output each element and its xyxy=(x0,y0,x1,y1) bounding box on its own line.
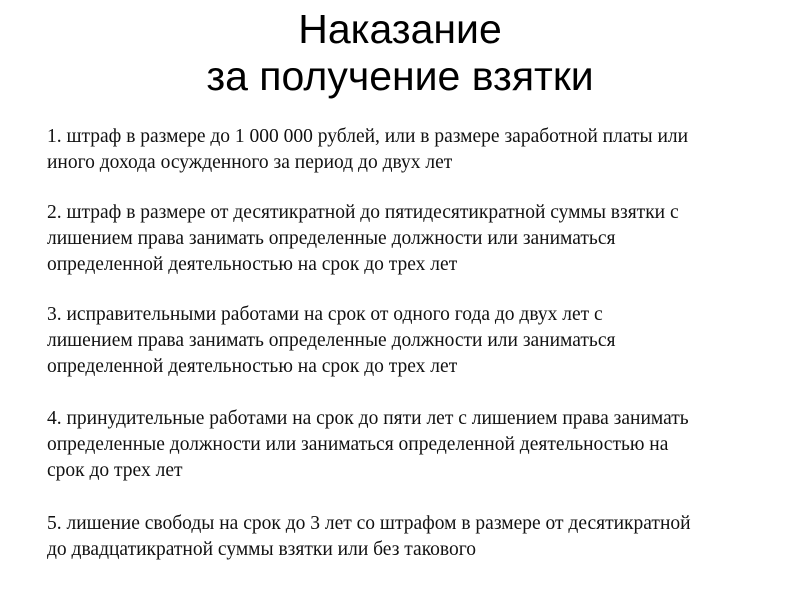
penalty-item-2 xyxy=(47,200,792,278)
penalty-item-3 xyxy=(47,302,792,380)
penalty-item-line: 1. штраф в размере до 1 000 000 рублей, или в размере заработной платы или xyxy=(47,126,689,147)
title-line-1: Наказание xyxy=(298,6,502,52)
penalty-item-line: срок до трех лет xyxy=(47,460,183,481)
penalty-item-line: иного дохода осужденного за период до двух лет xyxy=(47,152,453,173)
penalty-item-line: 2. штраф в размере от десятикратной до пятидесятикратной суммы взятки с xyxy=(47,202,679,223)
penalty-item-line: 5. лишение свободы на срок до 3 лет со штрафом в размере от десятикратной xyxy=(47,513,691,534)
penalty-item-line: 4. принудительные работами на срок до пяти лет с лишением права занимать xyxy=(47,408,689,429)
penalty-item-line: определенной деятельностью на срок до трех лет xyxy=(47,254,458,275)
title-line-2: за получение взятки xyxy=(206,53,594,99)
penalty-item-line: 3. исправительными работами на срок от одного года до двух лет с xyxy=(47,304,603,325)
penalty-item-line: лишением права занимать определенные должности или заниматься xyxy=(47,228,616,249)
penalty-item-4 xyxy=(47,406,792,484)
penalty-item-line: определенные должности или заниматься определенной деятельностью на xyxy=(47,434,669,455)
penalty-item-line: до двадцатикратной суммы взятки или без такового xyxy=(47,539,477,560)
penalty-item-line: лишением права занимать определенные должности или заниматься xyxy=(47,330,616,351)
penalty-item-1 xyxy=(47,124,792,176)
penalty-item-5 xyxy=(47,511,792,563)
penalty-item-line: определенной деятельностью на срок до трех лет xyxy=(47,356,458,377)
page-title xyxy=(0,6,800,100)
